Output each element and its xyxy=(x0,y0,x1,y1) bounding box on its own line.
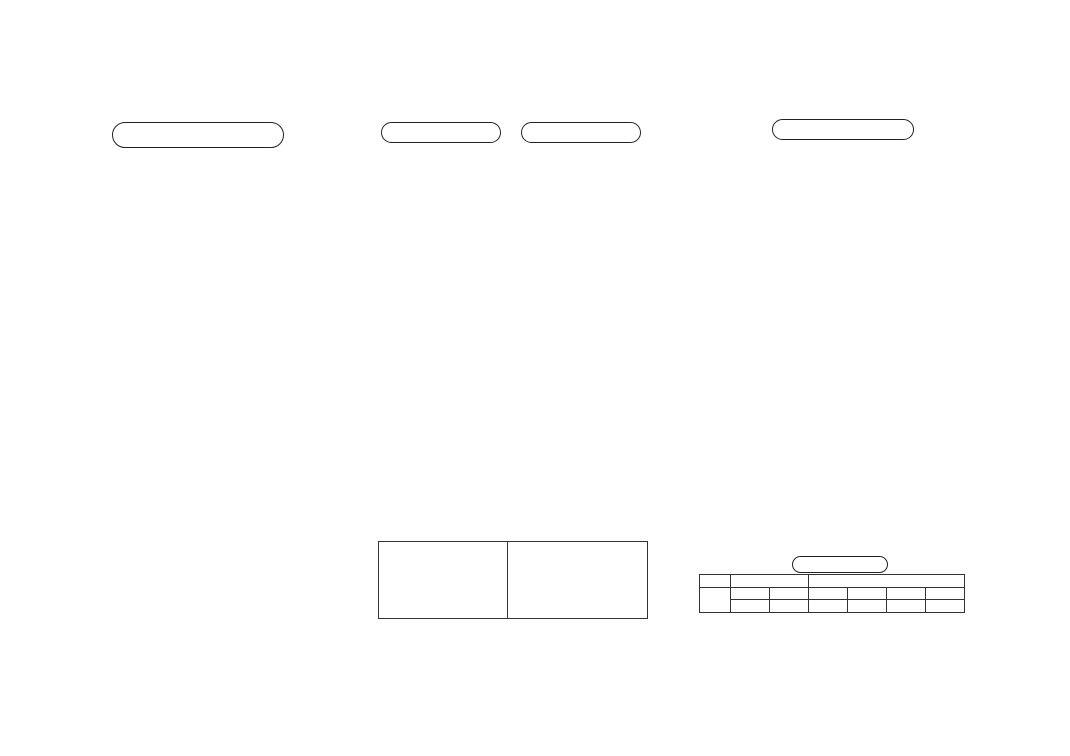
service-value-4 xyxy=(848,600,887,613)
service-value-5 xyxy=(887,600,926,613)
service-value-1 xyxy=(731,600,770,613)
staff-divider xyxy=(507,542,508,618)
service-value-3 xyxy=(809,600,848,613)
service-sub-3 xyxy=(809,588,848,600)
new-members-title-box xyxy=(772,119,914,140)
wednesday-service-title-box xyxy=(521,122,641,143)
service-sub-1 xyxy=(731,588,770,600)
service-header-next-prayer xyxy=(809,575,965,588)
service-committee-table xyxy=(699,574,965,613)
service-sub-4 xyxy=(848,588,887,600)
staff-box xyxy=(378,541,648,619)
service-value-2 xyxy=(770,600,809,613)
service-header-offering xyxy=(731,575,809,588)
service-sub-5 xyxy=(887,588,926,600)
afternoon-service-title-box xyxy=(381,122,501,143)
service-month xyxy=(700,588,731,613)
service-committee-title-box xyxy=(792,556,888,573)
service-sub-6 xyxy=(926,588,965,600)
service-header-category xyxy=(700,575,731,588)
service-sub-2 xyxy=(770,588,809,600)
service-value-6 xyxy=(926,600,965,613)
sunday-service-title-box xyxy=(112,122,284,148)
